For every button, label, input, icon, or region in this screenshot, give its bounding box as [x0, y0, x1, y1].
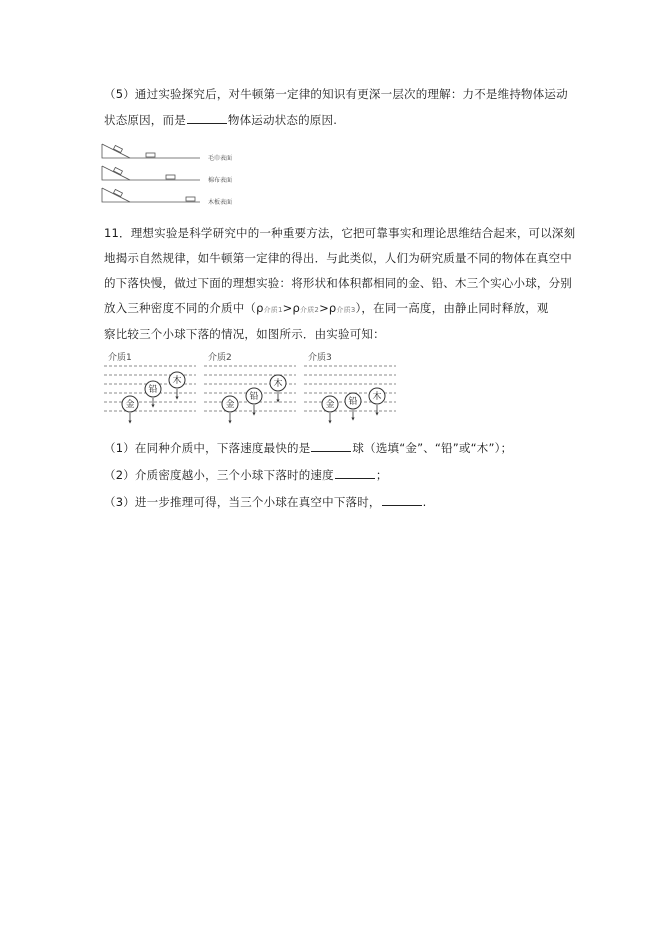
- medium-2-title: 介质2: [208, 353, 232, 363]
- q5-number: （5）: [104, 87, 135, 101]
- subq-1-text-a: （1）在同种介质中，下落速度最快的是: [104, 441, 311, 455]
- block-3: [186, 197, 195, 201]
- q5-text-2b: 物体运动状态的原因.: [227, 113, 338, 127]
- subq-2-answer-blank[interactable]: [335, 467, 375, 479]
- ball-wood-1-label: 木: [172, 376, 182, 386]
- rho-1: ρ: [256, 301, 264, 315]
- ramp-label-wood: 木板表面: [208, 199, 233, 206]
- q11-line-4: [104, 300, 549, 318]
- rho-sub-3: 介质3: [336, 306, 356, 314]
- subq-3-text-b: .: [422, 495, 427, 509]
- block-2: [166, 175, 175, 179]
- q5-text-1: 通过实验探究后，对牛顿第一定律的知识有更深一层次的理解：力不是维持物体运动: [134, 87, 568, 101]
- ball-lead-2-label: 铅: [249, 392, 259, 402]
- ramp-label-cotton: 棉布表面: [208, 177, 233, 184]
- rho-sub-2: 介质2: [300, 306, 320, 314]
- gt-1: >: [282, 301, 293, 315]
- q11-line-1: 11．理想实验是科学研究中的一种重要方法，它把可靠事实和理论思维结合起来，可以深刻: [104, 226, 576, 240]
- ball-lead-1-label: 铅: [148, 385, 158, 395]
- cart-1: [114, 145, 123, 152]
- cart-2: [114, 167, 123, 174]
- ball-gold-3-label: 金: [325, 400, 335, 410]
- medium-panel-2: [204, 351, 296, 422]
- q11-text-4a: 放入三种密度不同的介质中（: [104, 301, 257, 315]
- media-experiment-figure: [100, 348, 400, 428]
- cart-3: [114, 189, 123, 196]
- medium-3-title: 介质3: [308, 353, 332, 363]
- subq-3-answer-blank[interactable]: [382, 494, 422, 506]
- medium-panel-1: [104, 351, 196, 422]
- rho-3: ρ: [328, 301, 337, 315]
- block-1: [146, 153, 155, 157]
- q5-text-2a: 状态原因，而是: [104, 113, 186, 127]
- subq-3: [104, 494, 426, 510]
- subq-1-answer-blank[interactable]: [311, 440, 351, 452]
- rho-2: ρ: [292, 301, 301, 315]
- q11-line-2: 地揭示自然规律，如牛顿第一定律的得出．与此类似，人们为研究质量不同的物体在真空中: [104, 251, 572, 265]
- medium-panel-3: [304, 351, 396, 422]
- ball-wood-3-label: 木: [372, 392, 382, 402]
- q5-line-1: [104, 86, 568, 102]
- subq-2: [104, 467, 388, 483]
- gt-2: >: [319, 301, 329, 315]
- q5-line-2: [104, 112, 337, 128]
- subq-1-text-b: 球（选填“金”、“铅”或“木”）；: [352, 441, 513, 455]
- q11-line-5: 察比较三个小球下落的情况，如图所示．由实验可知：: [104, 327, 385, 341]
- ball-gold-2-label: 金: [225, 400, 235, 410]
- ramp-label-towel: 毛巾表面: [208, 155, 233, 162]
- q11-text-4b: ），在同一高度，由静止同时释放，观: [355, 301, 549, 315]
- ball-wood-2-label: 木: [273, 379, 283, 389]
- q5-answer-blank[interactable]: [187, 112, 227, 124]
- q11-line-3: 的下落快慢，做过下面的理想实验：将形状和体积都相同的金、铅、木三个实心小球，分别: [104, 276, 572, 290]
- ball-lead-3-label: 铅: [348, 397, 358, 407]
- subq-1: [104, 440, 512, 456]
- subq-3-text-a: （3）进一步推理可得，当三个小球在真空中下落时，: [104, 495, 381, 509]
- ball-gold-1-label: 金: [125, 400, 135, 410]
- subq-2-text-b: ；: [375, 468, 388, 482]
- medium-1-title: 介质1: [108, 353, 132, 363]
- subq-2-text-a: （2）介质密度越小，三个小球下落时的速度: [104, 468, 334, 482]
- rho-sub-1: 介质1: [263, 306, 283, 314]
- ramp-experiment-figure: [100, 142, 260, 212]
